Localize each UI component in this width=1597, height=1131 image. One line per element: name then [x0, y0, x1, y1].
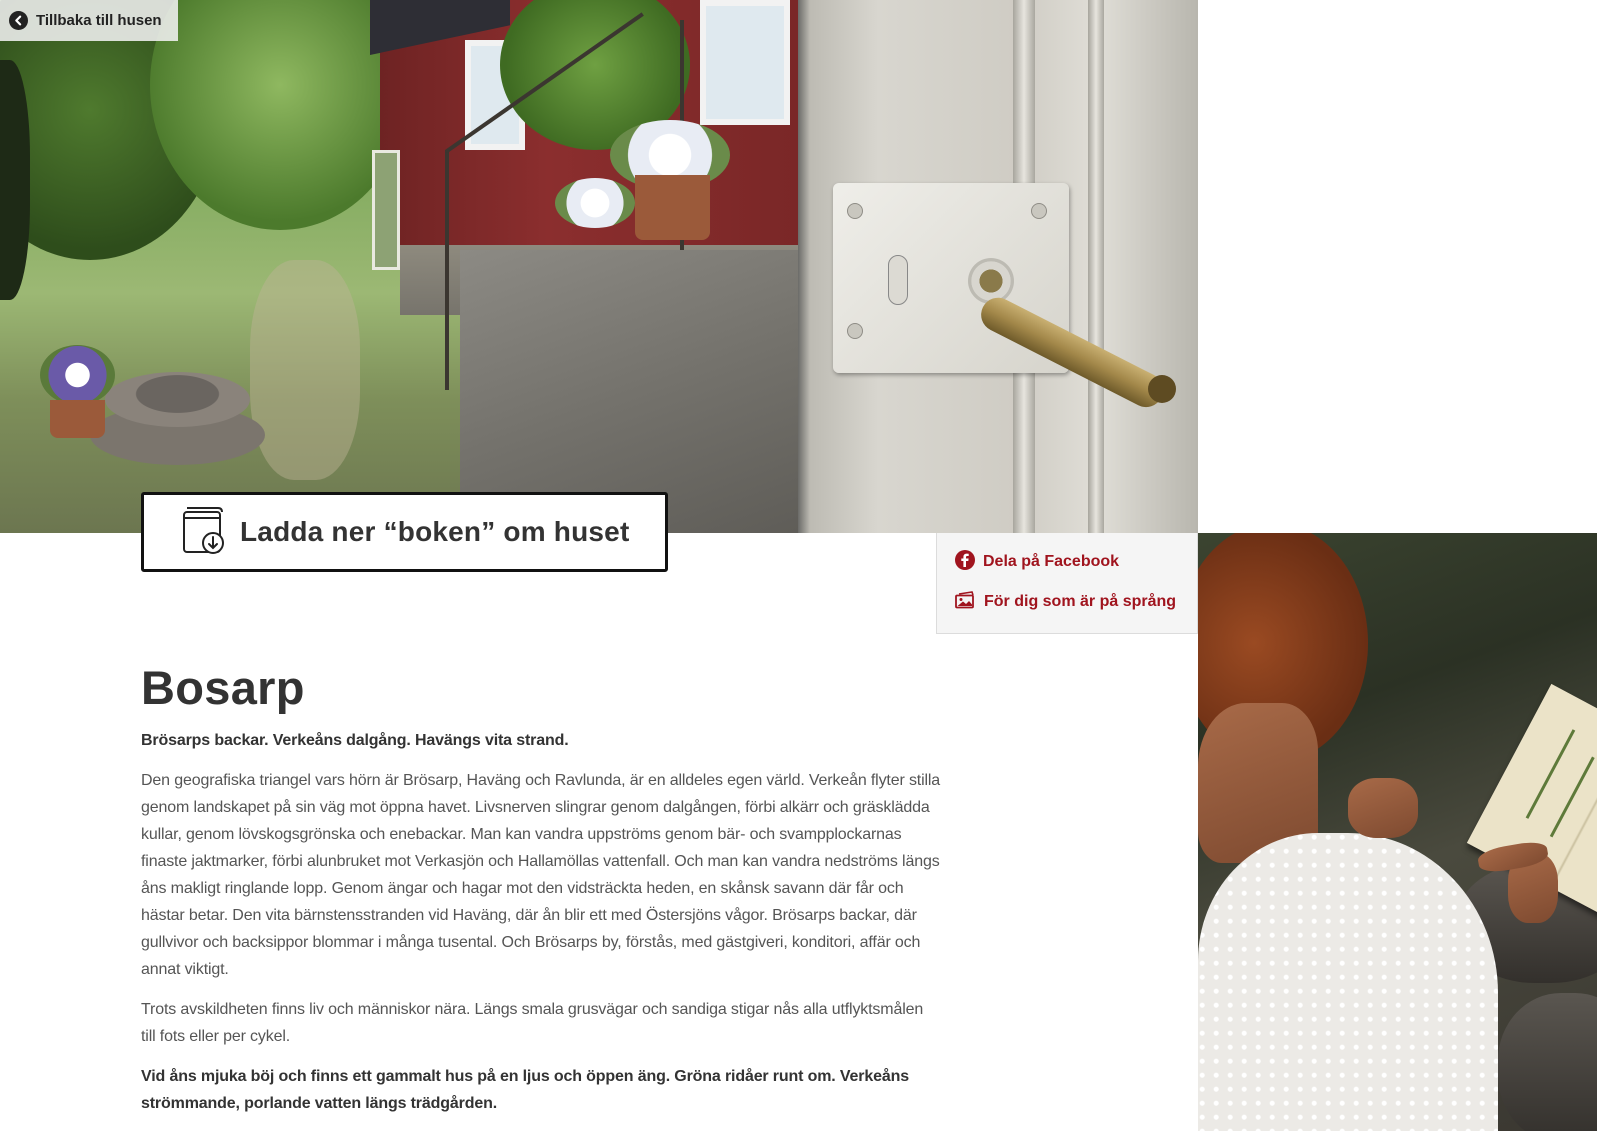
plant-illustration [1550, 757, 1595, 838]
stair-railing [445, 150, 449, 390]
tree [0, 60, 30, 300]
white-dress [1198, 833, 1498, 1131]
rock [1498, 993, 1597, 1131]
share-facebook-label: Dela på Facebook [983, 553, 1120, 570]
birdbath [105, 372, 250, 427]
mobile-guide-link[interactable] [955, 592, 1197, 612]
flower-pot [50, 400, 105, 438]
flowers [40, 345, 115, 405]
house-window [700, 0, 790, 125]
screw [847, 203, 863, 219]
screw [1031, 203, 1047, 219]
article-closing: Vid åns mjuka böj och finns ett gammalt hus på en ljus och öppen äng. Gröna ridåer runt om. Verkeåns strömmande, porlande vatten längs trädgården. [141, 1068, 909, 1112]
flower-pot-plants [555, 178, 635, 228]
door-handle-photo [798, 0, 1198, 533]
article-paragraph: Den geografiska triangel vars hörn är Brösarp, Haväng och Ravlunda, är en alldeles egen värld. Verkeån flyter stilla genom landskapet på sin väg mot öppna havet. Livsnerven slingrar genom dalgången, förbi alkärr och gräsklädda kullar, genom lövskogsgrönska och enebackar. Man kan vandra uppströms genom bär- och svampplockarnas finaste jaktmarker, förbi alunbruket mot Verkasjön och Hallamöllas vattenfall. Och man kan vandra nedströms längs åns makligt ringlande lopp. Genom ängar och hagar mot den vidsträckta heden, en skånsk savann där får och hästar betar. Den vita bärnstensstranden vid Haväng, där ån blir ett med Östersjöns vågor. Brösarps backar, där gullvivor och backsippor blommar i många tusental. Och Brösarps by, förstås, med gästgiveri, konditori, affär och annat viktigt. [141, 772, 941, 978]
page-title: Bosarp [141, 661, 305, 714]
shed-door [372, 150, 400, 270]
download-book-label: Ladda ner “boken” om huset [240, 516, 630, 547]
photos-icon [955, 591, 976, 614]
garden-house-photo [0, 0, 798, 533]
screw [847, 323, 863, 339]
share-panel [936, 533, 1198, 634]
hand [1348, 778, 1418, 838]
facebook-icon [955, 550, 975, 575]
stone-stairs [460, 250, 798, 533]
handle-rosette [968, 258, 1014, 304]
handle-knob [1148, 375, 1176, 403]
woman-reading-photo [1198, 533, 1597, 1131]
arrow-left-circle-icon [9, 11, 28, 30]
door-frame [1088, 0, 1104, 533]
flower-pot [635, 175, 710, 240]
article-paragraph: Trots avskildheten finns liv och människor nära. Längs smala grusvägar och sandiga stigar nås alla utflyktsmålen till fots eller per cykel. [141, 1001, 924, 1045]
garden-path [250, 260, 360, 480]
hero-gallery [0, 0, 1198, 533]
back-link-label: Tillbaka till husen [36, 12, 162, 29]
share-facebook-link[interactable] [955, 552, 1197, 572]
download-book-button[interactable] [141, 492, 668, 572]
mobile-guide-label: För dig som är på språng [984, 593, 1177, 610]
book-download-icon [182, 506, 226, 559]
article [141, 656, 941, 1130]
back-to-houses-link[interactable] [0, 0, 178, 41]
article-lead: Brösarps backar. Verkeåns dalgång. Havängs vita strand. [141, 732, 569, 749]
latch [888, 255, 908, 305]
